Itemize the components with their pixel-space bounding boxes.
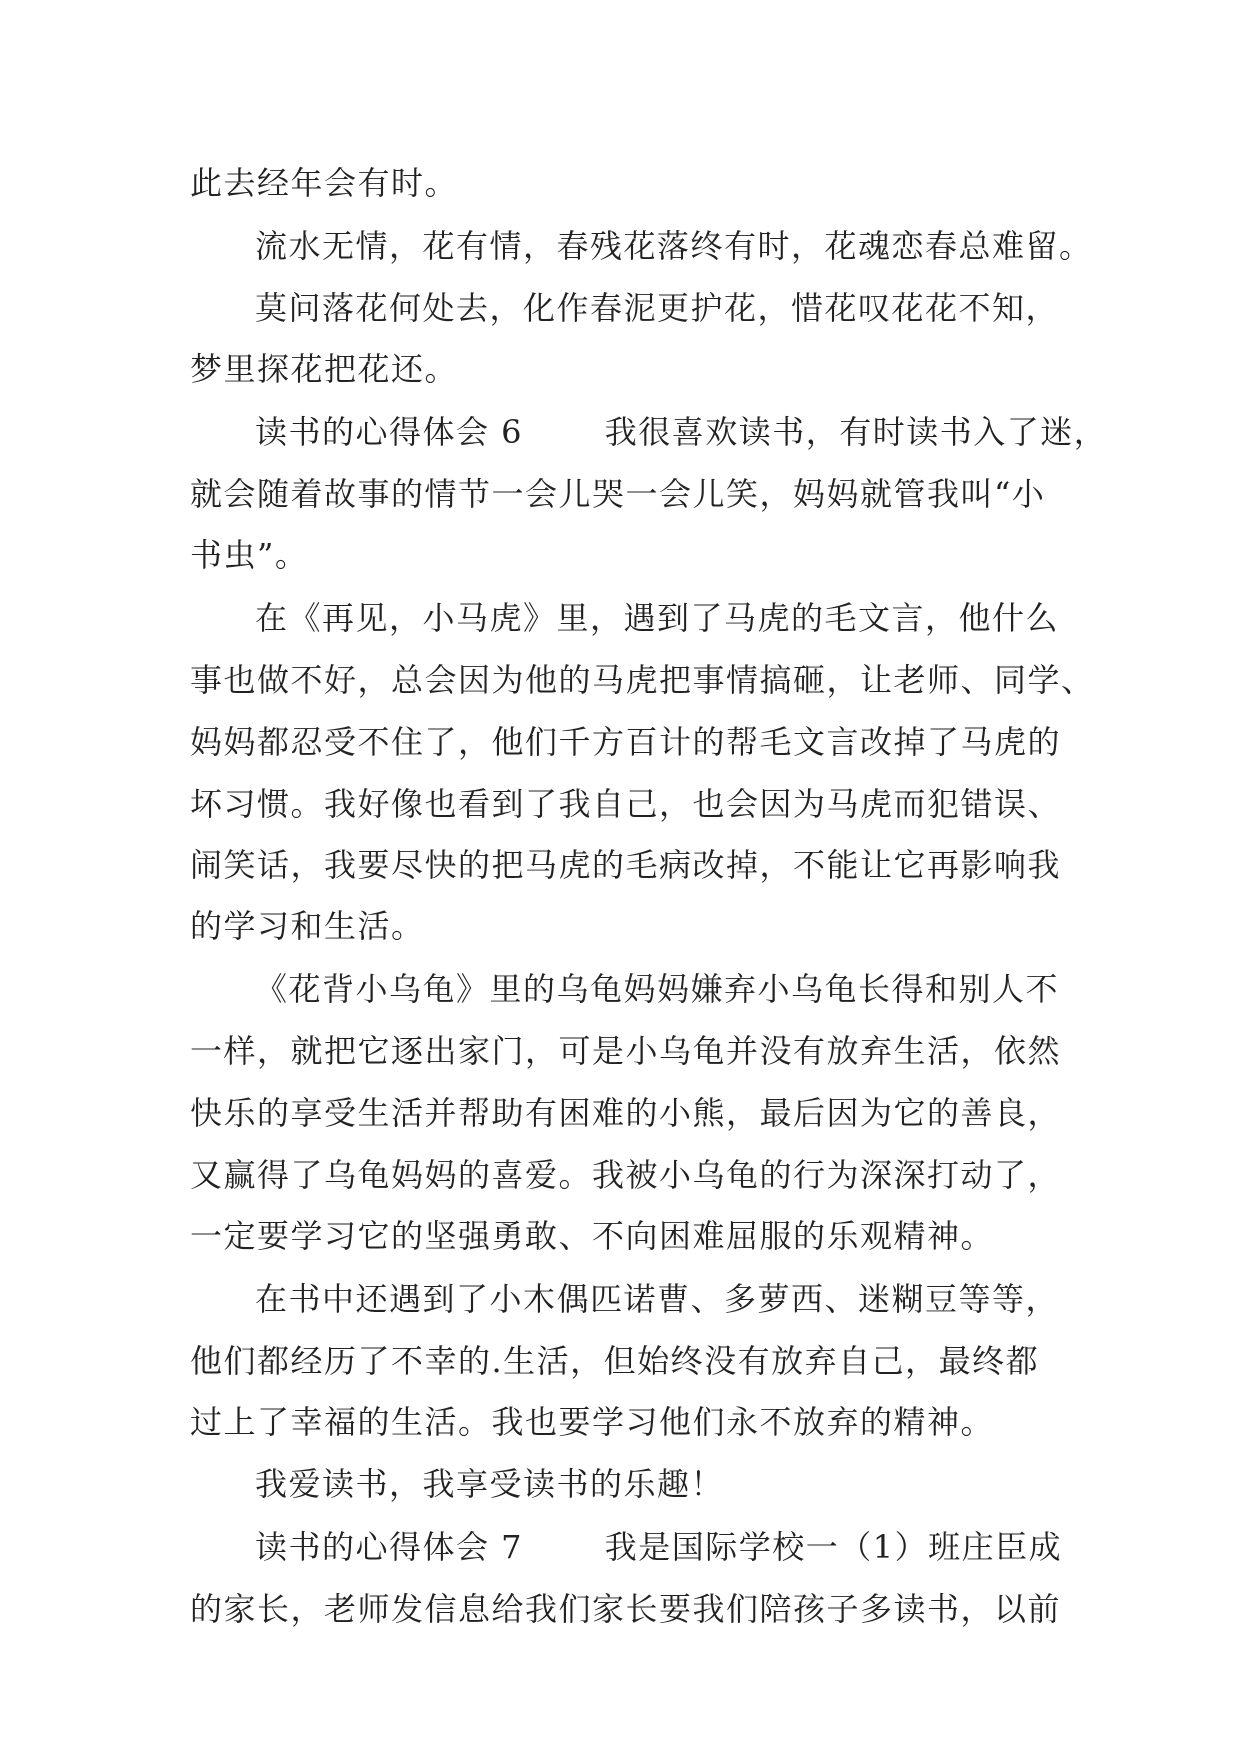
text-line: 书虫”。 bbox=[190, 536, 309, 574]
text-line: 妈妈都忍受不住了，他们千方百计的帮毛文言改掉了马虎的 bbox=[190, 723, 1062, 761]
text-line: 的家长，老师发信息给我们家长要我们陪孩子多读书，以前 bbox=[190, 1590, 1062, 1628]
text-line: 此去经年会有时。 bbox=[190, 164, 459, 202]
text-line: 就会随着故事的情节一会儿哭一会儿笑，妈妈就管我叫“小 bbox=[190, 475, 1046, 513]
text-line: 他们都经历了不幸的.生活，但始终没有放弃自己，最终都 bbox=[190, 1342, 1040, 1380]
text-line: 在《再见，小马虎》里，遇到了马虎的毛文言，他什么 bbox=[255, 599, 1060, 637]
text-line: 一样，就把它逐出家门，可是小乌龟并没有放弃生活，依然 bbox=[190, 1032, 1062, 1070]
text-line: 坏习惯。我好像也看到了我自己，也会因为马虎而犯错误、 bbox=[190, 785, 1062, 823]
text-line: 一定要学习它的坚强勇敢、不向困难屈服的乐观精神。 bbox=[190, 1217, 995, 1255]
text-line: 流水无情，花有情，春残花落终有时，花魂恋春总难留。 bbox=[255, 227, 1093, 265]
text-line: 在书中还遇到了小木偶匹诺曹、多萝西、迷糊豆等等， bbox=[255, 1280, 1060, 1318]
text-line: 快乐的享受生活并帮助有困难的小熊，最后因为它的善良， bbox=[190, 1094, 1062, 1132]
text-line: 梦里探花把花还。 bbox=[190, 350, 459, 388]
text-line: 闹笑话，我要尽快的把马虎的毛病改掉，不能让它再影响我 bbox=[190, 846, 1062, 884]
text-line: 过上了幸福的生活。我也要学习他们永不放弃的精神。 bbox=[190, 1403, 995, 1441]
text-line: 事也做不好，总会因为他的马虎把事情搞砸，让老师、同学、 bbox=[190, 661, 1095, 699]
text-line: 《花背小乌龟》里的乌龟妈妈嫌弃小乌龟长得和别人不 bbox=[255, 970, 1060, 1008]
section-heading-line: 读书的心得体会 7 我是国际学校一（1）班庄臣成 bbox=[255, 1528, 1063, 1566]
text-line: 又赢得了乌龟妈妈的喜爱。我被小乌龟的行为深深打动了， bbox=[190, 1156, 1062, 1194]
section-heading-line: 读书的心得体会 6 我很喜欢读书，有时读书入了迷， bbox=[255, 413, 1108, 451]
text-line: 莫问落花何处去，化作春泥更护花，惜花叹花花不知， bbox=[255, 289, 1060, 327]
text-line: 的学习和生活。 bbox=[190, 907, 425, 945]
text-line: 我爱读书，我享受读书的乐趣！ bbox=[255, 1465, 725, 1503]
